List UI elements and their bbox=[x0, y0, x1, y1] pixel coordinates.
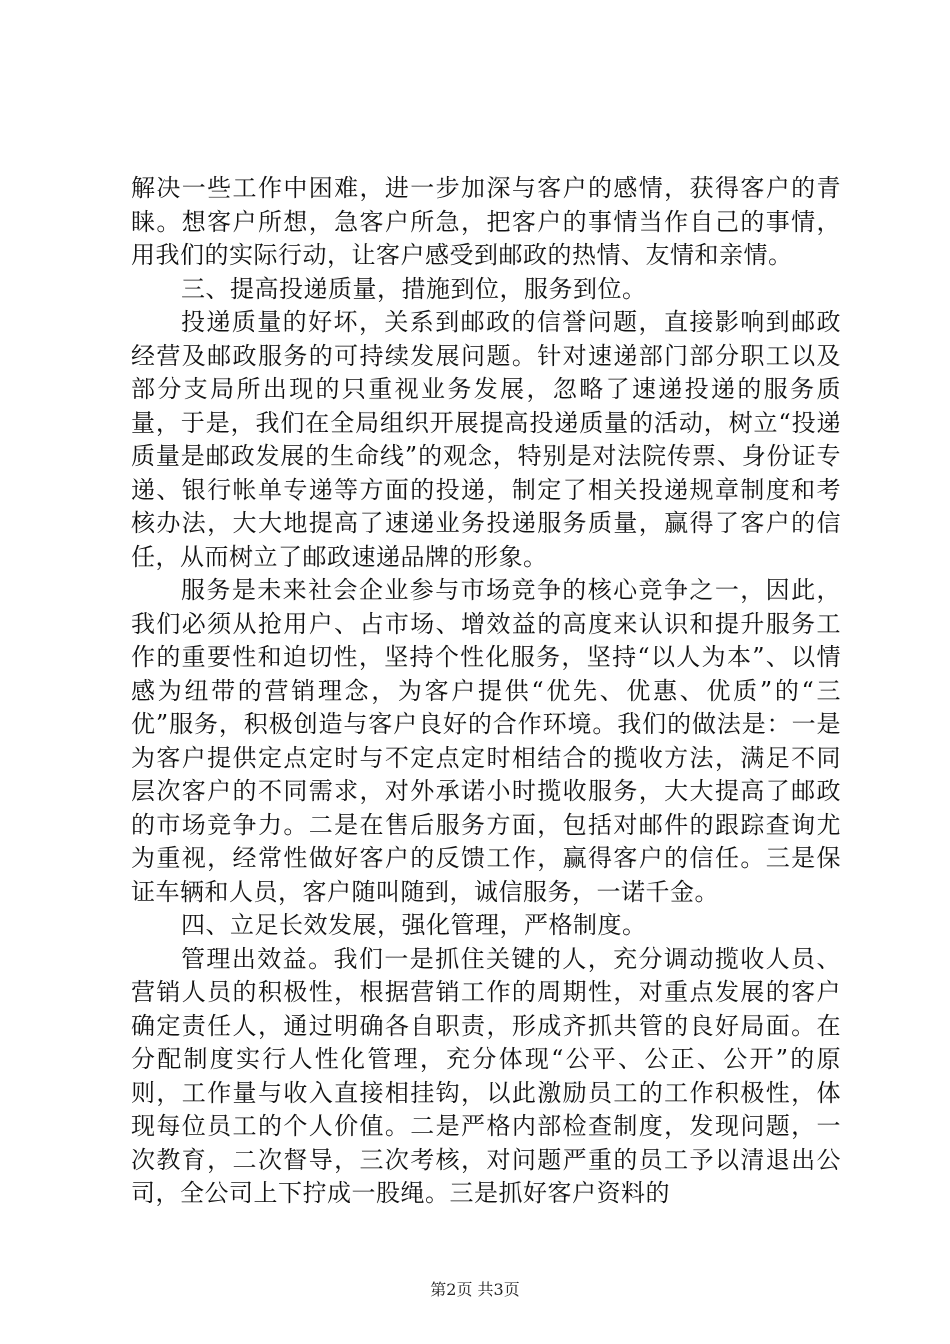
document-body bbox=[131, 172, 841, 1211]
paragraph-delivery-quality: 投递质量的好坏，关系到邮政的信誉问题，直接影响到邮政经营及邮政服务的可持续发展问题。针对速递部门部分职工以及部分支局所出现的只重视业务发展，忽略了速递投递的服务质量，于是，我们在全局组织开展提高投递质量的活动，树立“投递质量是邮政发展的生命线”的观念，特别是对法院传票、身份证专递、银行帐单专递等方面的投递，制定了相关投递规章制度和考核办法，大大地提高了速递业务投递服务质量，赢得了客户的信任，从而树立了邮政速递品牌的形象。 bbox=[131, 308, 841, 571]
section-heading-3: 三、提高投递质量，措施到位，服务到位。 bbox=[181, 274, 647, 303]
paragraph-service: 服务是未来社会企业参与市场竞争的核心竞争之一，因此，我们必须从抢用户、占市场、增效益的高度来认识和提升服务工作的重要性和迫切性，坚持个性化服务，坚持“以人为本”、以情感为纽带的营销理念，为客户提供“优先、优惠、优质”的“三优”服务，积极创造与客户良好的合作环境。我们的做法是：一是为客户提供定点定时与不定点定时相结合的揽收方法，满足不同层次客户的不同需求，对外承诺小时揽收服务，大大提高了邮政的市场竞争力。二是在售后服务方面，包括对邮件的跟踪查询尤为重视，经常性做好客户的反馈工作，赢得客户的信任。三是保证车辆和人员，客户随叫随到，诚信服务，一诺千金。 bbox=[131, 576, 841, 906]
paragraph-1: 解决一些工作中困难，进一步加深与客户的感情，获得客户的青睐。想客户所想，急客户所急，把客户的事情当作自己的事情，用我们的实际行动，让客户感受到邮政的热情、友情和亲情。 bbox=[131, 174, 841, 269]
page-number-footer: 第2页 共3页 bbox=[430, 1280, 520, 1299]
section-heading-4: 四、立足长效发展，强化管理，严格制度。 bbox=[181, 911, 647, 939]
paragraph-management: 管理出效益。我们一是抓住关键的人，充分调动揽收人员、营销人员的积极性，根据营销工作的周期性，对重点发展的客户确定责任人，通过明确各自职责，形成齐抓共管的良好局面。在分配制度实行人性化管理，充分体现“公平、公正、公开”的原则，工作量与收入直接相挂钩，以此激励员工的工作积极性，体现每位员工的个人价值。二是严格内部检查制度，发现问题，一次教育，二次督导，三次考核，对问题严重的员工予以清退出公司，全公司上下拧成一股绳。三是抓好客户资料的 bbox=[131, 944, 841, 1207]
